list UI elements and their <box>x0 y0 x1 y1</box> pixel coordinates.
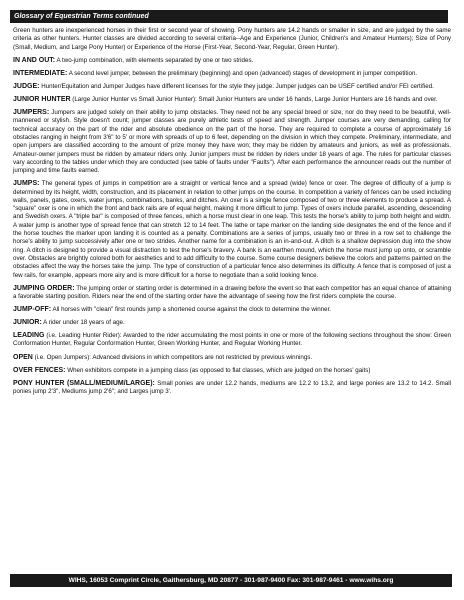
glossary-entry <box>13 285 451 302</box>
glossary-content <box>13 27 451 401</box>
entry-definition: (i.e. Leading Hunter Rider): Awarded to the rider accumulating the most points in one or more of the following sections throughout the show: Green Conformation Hunter, Regular Conformation Hunter, Green Working Hunter, and Regular Working Hunter. <box>13 332 451 348</box>
glossary-entry <box>13 57 451 65</box>
entry-term: JUMPING ORDER: <box>13 284 75 292</box>
glossary-entry <box>13 319 451 327</box>
entry-definition: (Large Junior Hunter vs Small Junior Hunter): Small Junior Hunters are under 16 hands, Large Junior Hunters are 16 hands and over. <box>72 95 438 103</box>
glossary-entry <box>13 367 451 375</box>
entry-definition: Small ponies are under 12.2 hands, mediums are 12.2 to 13.2, and large ponies are 13.2 to 14.2. Small ponies jump 2'3", Mediums jump 2'6"; and Larges jump 3'. <box>13 379 451 396</box>
glossary-entry <box>13 109 451 175</box>
entry-definition: Hunter/Equitation and Jumper Judges have different licenses for the style they judge. Jumper judges can be USEF certified and/or FEI certified. <box>41 82 434 90</box>
entry-term: JUNIOR: <box>13 319 42 327</box>
entry-term: JUNIOR HUNTER <box>13 95 71 103</box>
glossary-entry <box>13 306 451 314</box>
entry-definition: A rider under 18 years of age. <box>43 319 125 327</box>
entry-definition: A second level jumper, between the preliminary (beginning) and open (advanced) stages of development in jumper competition. <box>68 69 418 77</box>
glossary-entry <box>13 180 451 280</box>
entry-term: INTERMEDIATE: <box>13 69 68 77</box>
entry-definition: All horses with "clean" first rounds jump a shortened course against the clock to determine the winner. <box>52 305 332 313</box>
section-header: Glossary of Equestrian Terms continued <box>10 10 448 23</box>
entry-term: IN AND OUT: <box>13 56 56 64</box>
entry-definition: Jumpers are judged solely on their ability to jump obstacles. They need not be any special breed or size, nor do they need to be beautiful, well-mannered or stylish. Style doesn't count; jumper classes are purely athletic tests of speed and strength. Jumper courses are very demanding, calling for technical accuracy on the part of the rider and absolute obedience on the part of the horse. They are required to complete a course of approximately 16 obstacles ranging in height from 3'6" to 5' or more with spreads of up to 6 feet, depending on the division in which they compete. Preliminary, intermediate, and open jumpers are classified according to the amount of prize money they have won; they may be ridden by amateurs and juniors, as well as professionals. Amateur-owner jumpers must be ridden by amateur riders only. Junior jumpers must be ridden by riders under 18 years of age. The rules for particular classes vary according to the tables under which they are conducted (see table of faults under "Faults"). After each performance the announcer reads out the number of jumping and time faults earned. <box>13 109 451 175</box>
entry-term: LEADING <box>13 332 45 340</box>
entry-definition: Green hunters are inexperienced horses in their first or second year of showing. Pony hunters are 14.2 hands or smaller in size, and are judged by the same criteria as other hunters. Hunter classes are divided according to several criteria--Age and Experience (Junior, Children's and Amateur Hunters); Size of Pony (Small, Medium, and Large Pony Hunter) or Experience of the Horse (First-Year, Second-Year, Regular, Green Hunter). <box>13 27 451 51</box>
entry-term: JUMP-OFF: <box>13 305 52 313</box>
entry-term: JUDGE: <box>13 82 40 90</box>
entry-definition: (i.e. Open Jumpers): Advanced divisions in which competitors are not restricted by previous winnings. <box>34 353 313 361</box>
glossary-entry <box>13 27 451 52</box>
glossary-entry <box>13 83 451 91</box>
entry-term: JUMPERS: <box>13 109 50 117</box>
glossary-entry <box>13 70 451 78</box>
entry-definition: The jumping order or starting order is determined in a drawing before the event so that each competitor has an equal chance of attaining a favorable starting position. Riders near the end of the starting order have the advantage of seeing how the first riders complete the course. <box>13 284 452 300</box>
entry-term: PONY HUNTER (SMALL/MEDIUM/LARGE): <box>13 379 155 387</box>
entry-term: OPEN <box>13 353 33 361</box>
entry-term: JUMPS: <box>13 180 40 188</box>
glossary-entry <box>13 96 451 104</box>
entry-definition: A two-jump combination, with elements separated by one or two strides. <box>56 56 254 64</box>
footer-contact: WIHS, 16053 Comprint Circle, Gaithersburg, MD 20877 - 301-987-9400 Fax: 301-987-9461 - www.wihs.org <box>10 574 452 587</box>
glossary-entry <box>13 380 451 397</box>
entry-term: OVER FENCES: <box>13 366 66 374</box>
entry-definition: The general types of jumps in competition are a straight or vertical fence and a spread (wide) fence or oxer. The degree of difficulty of a jump is determined by its height, width, construction, and its placement in relation to other jumps on the course. In competition a variety of fences can be used including walls, panels, gates, oxers, water jumps, combinations, banks, and ditches. An oxer is a single fence composed of two or three elements to produce a spread. A "square" oxer is one in which the front and back rails are of equal height, making it more difficult to jump. Types of oxers include parallel, ascending, descending and Swedish oxers. A "triple bar" is composed of three fences, which a horse must clear in one leap. This tests the horse's ability to jump both height and width. A water jump is another type of spread fence that can stretch 12 to 14 feet. The lathe or tape marker on the landing side designates the end of the fence and if the horse touches the marker upon landing it is counted as a penalty. Combinations are a series of jumps, usually two or three in a row set to challenge the horse's ability to jump successively after one or two strides. Another name for a combination is an in-and-out. A ditch is a shallow depression dug into the show ring. A ditch is designed to provide a visual distraction to test the horse's bravery. A bank is an earthen mound, which the horse must jump up onto, or scramble over. Obstacles are brightly colored both for aesthetics and to add difficulty to the course. Some course designers believe the colors and patterns painted on the obstacles affect the way the horses take the jump. The type of construction of a particular fence also determines its difficulty. A fence that is composed of just a few rails, for example, appears more airy and is more difficult for a horse to negotiate than a solid looking fence. <box>13 180 451 279</box>
glossary-entry <box>13 332 451 349</box>
glossary-entry <box>13 354 451 362</box>
entry-definition: When exhibitors compete in a jumping class (as opposed to flat classes, which are judged on the horses' gaits) <box>67 366 371 374</box>
